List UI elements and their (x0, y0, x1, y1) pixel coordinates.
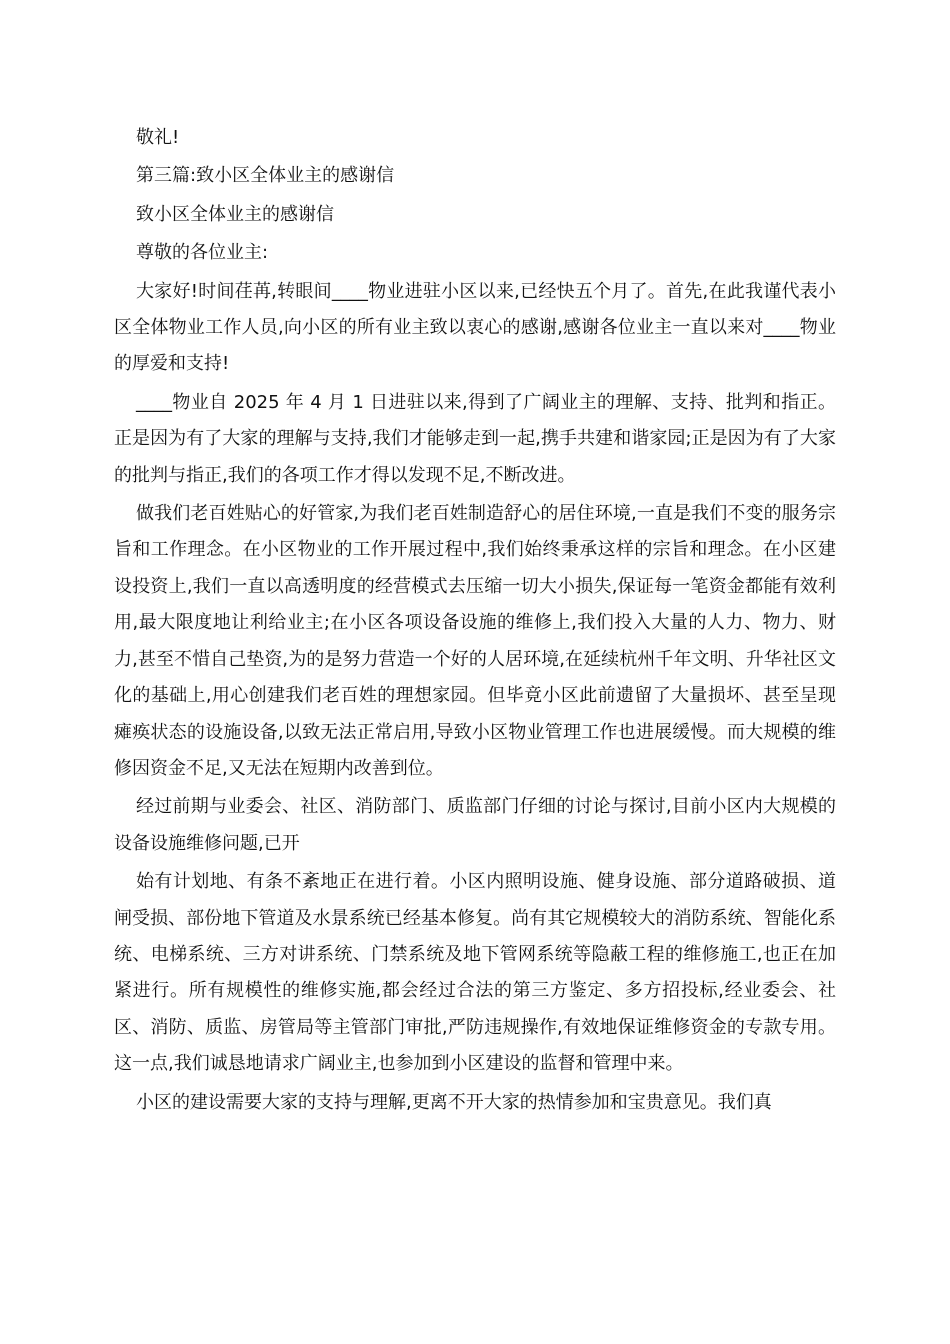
body-paragraph: 经过前期与业委会、社区、消防部门、质监部门仔细的讨论与探讨,目前小区内大规模的设备设施维修问题,已开 (114, 796, 836, 854)
letter-title: 致小区全体业主的感谢信 (136, 203, 334, 225)
body-paragraph: 做我们老百姓贴心的好管家,为我们老百姓制造舒心的居住环境,一直是我们不变的服务宗旨和工作理念。在小区物业的工作开展过程中,我们始终秉承这样的宗旨和理念。在小区建设投资上,我们一直以高透明度的经营模式去压缩一切大小损失,保证每一笔资金都能有效利用,最大限度地让利给业主;在小区各项设备设施的维修上,我们投入大量的人力、物力、财力,甚至不惜自己垫资,为的是努力营造一个好的人居环境,在延续杭州千年文明、升华社区文化的基础上,用心创建我们老百姓的理想家园。但毕竟小区此前遗留了大量损坏、甚至呈现瘫痪状态的设施设备,以致无法正常启用,导致小区物业管理工作也进展缓慢。而大规模的维修因资金不足,又无法在短期内改善到位。 (114, 503, 836, 779)
closing-salutation: 敬礼! (136, 127, 180, 148)
body-paragraph: 始有计划地、有条不紊地正在进行着。小区内照明设施、健身设施、部分道路破损、道闸受损、部份地下管道及水景系统已经基本修复。尚有其它规模较大的消防系统、智能化系统、电梯系统、三方对讲系统、门禁系统及地下管网系统等隐蔽工程的维修施工,也正在加紧进行。所有规模性的维修实施,都会经过合法的第三方鉴定、多方招投标,经业委会、社区、消防、质监、房管局等主管部门审批,严防违规操作,有效地保证维修资金的专款专用。这一点,我们诚恳地请求广阔业主,也参加到小区建设的监督和管理中来。 (114, 871, 836, 1075)
body-paragraph: ____物业自 2025 年 4 月 1 日进驻以来,得到了广阔业主的理解、支持、批判和指正。正是因为有了大家的理解与支持,我们才能够走到一起,携手共建和谐家园;正是因为有了大家的批判与指正,我们的各项工作才得以发现不足,不断改进。 (114, 391, 836, 486)
body-paragraph: 小区的建设需要大家的支持与理解,更离不开大家的热情参加和宝贵意见。我们真 (136, 1091, 772, 1113)
body-paragraph: 大家好!时间荏苒,转眼间____物业进驻小区以来,已经快五个月了。首先,在此我谨代表小区全体物业工作人员,向小区的所有业主致以衷心的感谢,感谢各位业主一直以来对____物业的厚爱和支持! (114, 280, 836, 375)
section-heading: 第三篇:致小区全体业主的感谢信 (136, 165, 395, 187)
letter-greeting: 尊敬的各位业主: (136, 242, 269, 264)
document-body (114, 120, 836, 1123)
